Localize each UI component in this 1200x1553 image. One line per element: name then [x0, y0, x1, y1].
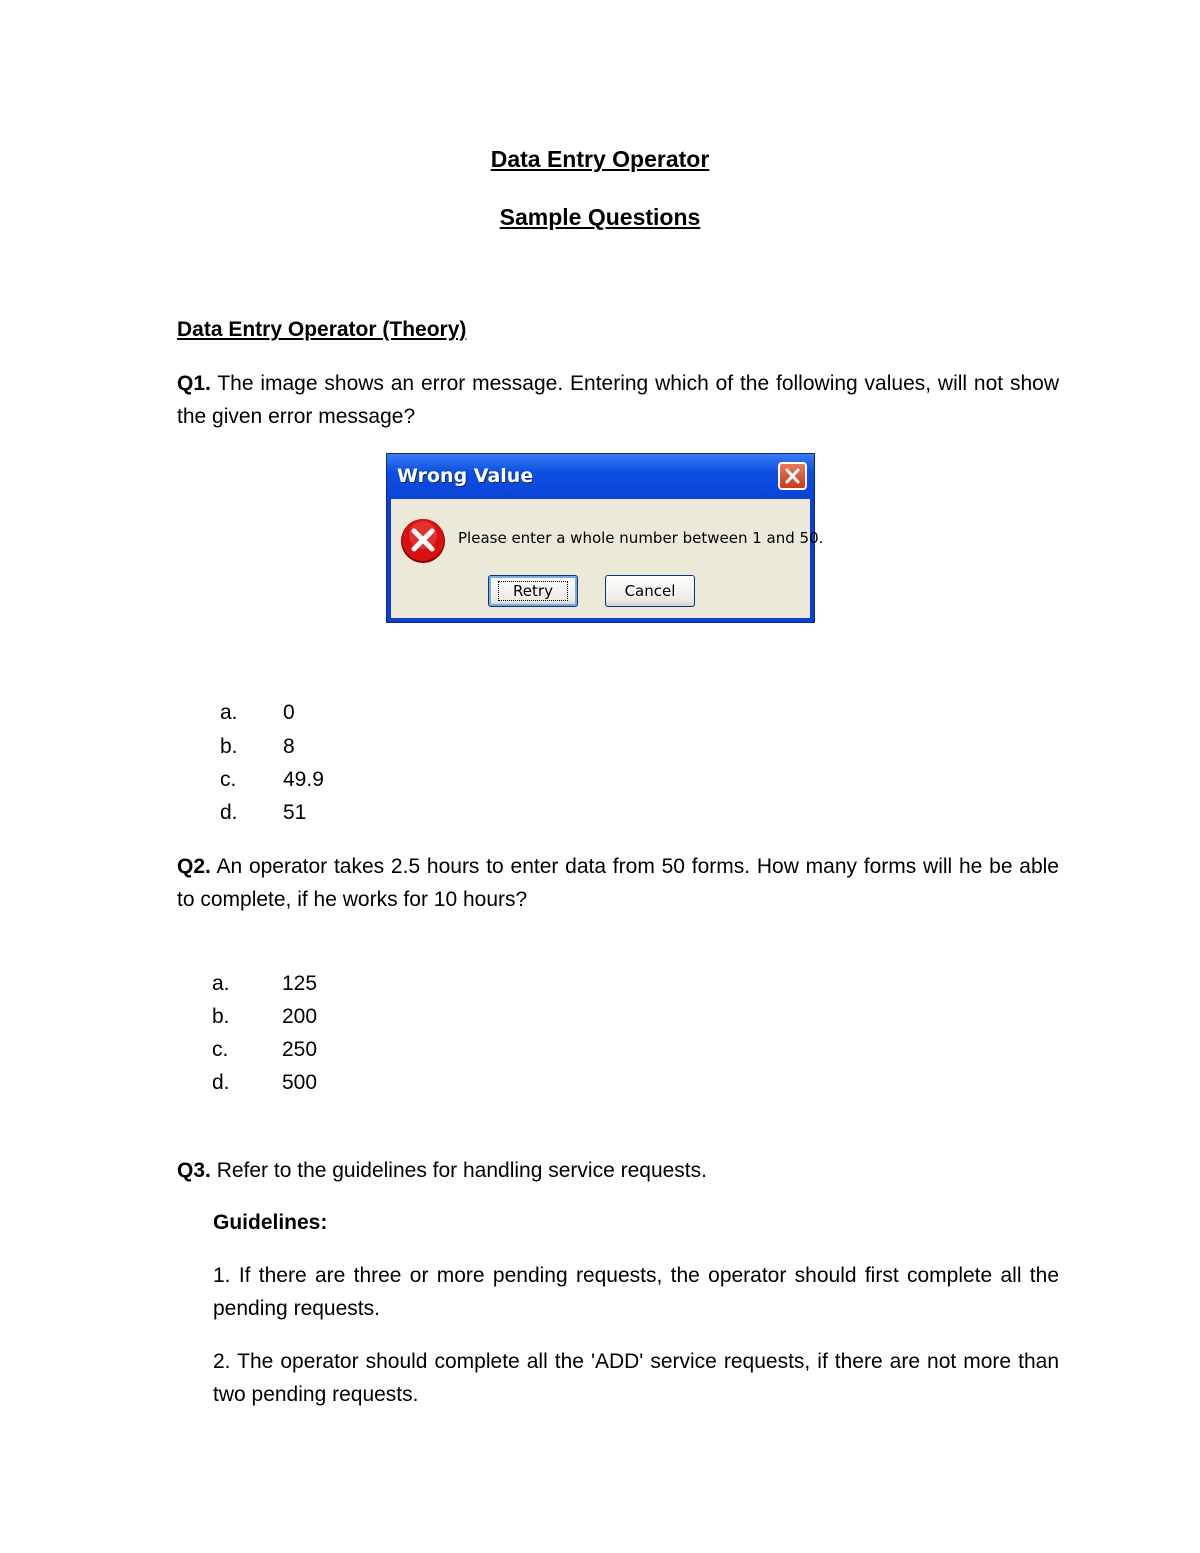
close-icon[interactable] [778, 462, 807, 490]
option-letter: a. [220, 701, 238, 724]
option-value: 49.9 [283, 768, 324, 791]
option-value: 200 [282, 1005, 318, 1028]
option-value: 8 [283, 735, 295, 758]
dialog-message: Please enter a whole number between 1 and 50. [458, 529, 824, 547]
option-letter: c. [220, 768, 237, 791]
option-letter: a. [212, 972, 230, 995]
page-title: Data Entry Operator [490, 146, 710, 172]
retry-label: Retry [498, 581, 568, 601]
question-2-text: An operator takes 2.5 hours to enter data from 50 forms. How many forms will he be able to complete, if he works for 10 hours? [177, 855, 1059, 911]
option-value: 500 [282, 1071, 318, 1094]
guideline-1: 1. If there are three or more pending requests, the operator should first complete all the pending requests. [213, 1264, 1059, 1320]
dialog-titlebar [387, 454, 814, 499]
guideline-2: 2. The operator should complete all the 'ADD' service requests, if there are not more than two pending requests. [213, 1350, 1059, 1406]
option-value: 51 [283, 801, 307, 824]
dialog-body [391, 499, 824, 618]
page-subtitle: Sample Questions [499, 204, 701, 230]
question-3 [177, 1154, 1059, 1187]
option-letter: c. [212, 1038, 229, 1061]
option-letter: d. [220, 801, 238, 824]
option-value: 0 [283, 701, 295, 724]
question-1-label: Q1. [177, 372, 211, 395]
guidelines-label: Guidelines: [213, 1211, 328, 1234]
question-3-label: Q3. [177, 1159, 211, 1182]
question-1-text: The image shows an error message. Entering which of the following values, will not show the given error message? [177, 372, 1059, 428]
option-letter: d. [212, 1071, 230, 1094]
cancel-button[interactable]: Cancel [605, 575, 695, 607]
question-3-text: Refer to the guidelines for handling service requests. [210, 1159, 707, 1182]
error-dialog [386, 453, 824, 623]
question-2 [177, 850, 1059, 916]
question-2-label: Q2. [177, 855, 211, 878]
retry-button[interactable] [488, 575, 578, 607]
section-heading: Data Entry Operator (Theory) [177, 318, 467, 341]
option-letter: b. [212, 1005, 230, 1028]
dialog-title: Wrong Value [397, 465, 534, 487]
option-value: 250 [282, 1038, 318, 1061]
error-icon [399, 516, 447, 564]
question-1 [177, 367, 1059, 433]
option-value: 125 [282, 972, 318, 995]
option-letter: b. [220, 735, 238, 758]
